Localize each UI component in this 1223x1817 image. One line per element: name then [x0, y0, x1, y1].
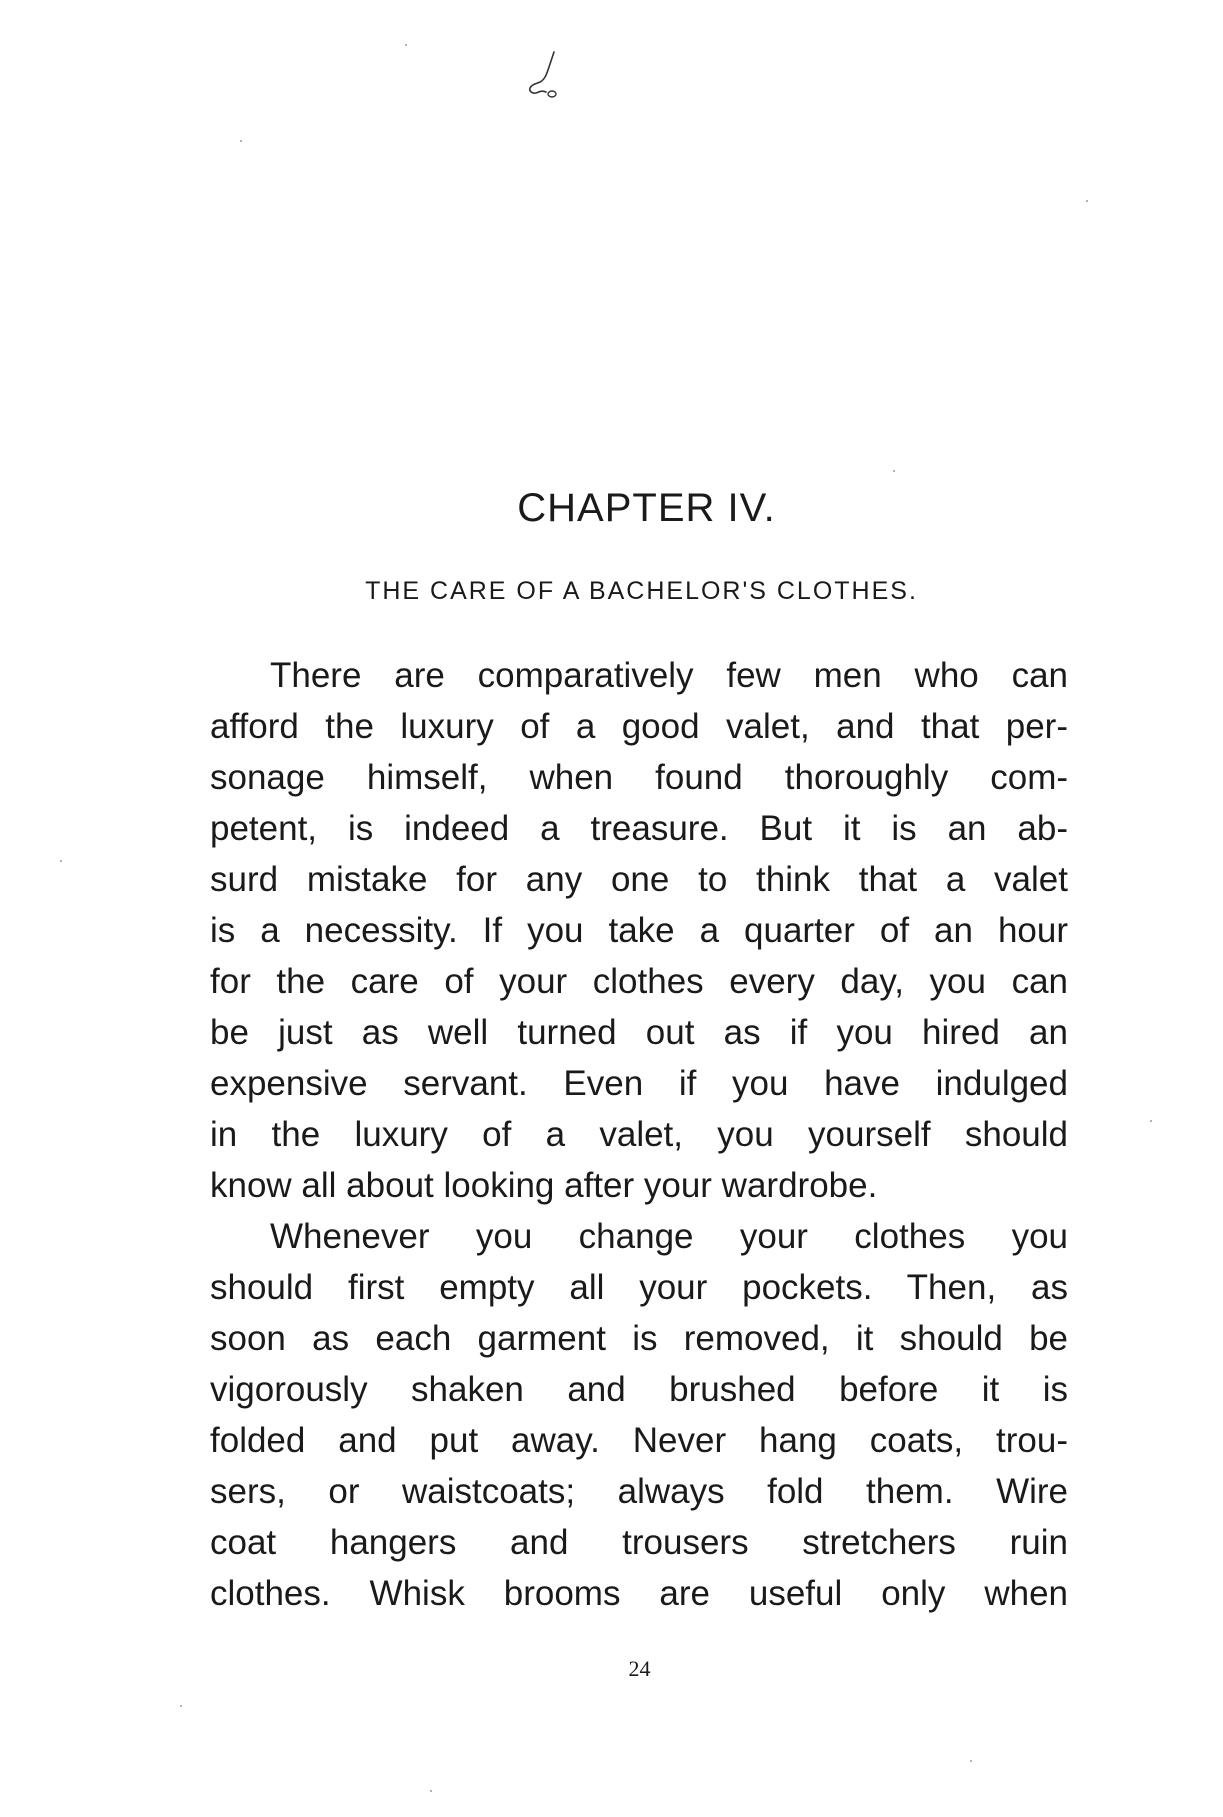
text-line: expensive servant. Even if you have indulged — [210, 1064, 1068, 1103]
chapter-subtitle: THE CARE OF A BACHELOR'S CLOTHES. — [365, 577, 918, 605]
text-line: coat hangers and trousers stretchers ruin — [210, 1523, 1068, 1562]
paragraph — [210, 1211, 1068, 1619]
paper-speck — [1150, 1120, 1152, 1122]
text-line: should first empty all your pockets. Then, as — [210, 1268, 1068, 1307]
chapter-title: CHAPTER IV. — [517, 486, 776, 530]
text-line: for the care of your clothes every day, you can — [210, 962, 1068, 1001]
text-line: clothes. Whisk brooms are useful only when — [210, 1574, 1068, 1613]
paragraph — [210, 650, 1068, 1211]
paper-speck — [180, 1705, 182, 1707]
text-line: sers, or waistcoats; always fold them. Wire — [210, 1472, 1068, 1511]
text-line: petent, is indeed a treasure. But it is an ab- — [210, 809, 1068, 848]
text-line: surd mistake for any one to think that a valet — [210, 860, 1068, 899]
text-line: know all about looking after your wardrobe. — [210, 1166, 878, 1205]
text-line: There are comparatively few men who can — [270, 656, 1068, 695]
paper-speck — [430, 1790, 432, 1792]
text-line: folded and put away. Never hang coats, trou- — [210, 1421, 1068, 1460]
ink-flourish-mark — [526, 48, 566, 108]
text-line: afford the luxury of a good valet, and that per- — [210, 707, 1068, 746]
body-text — [210, 650, 1068, 1619]
page-number: 24 — [628, 1656, 651, 1681]
paper-speck — [1086, 200, 1088, 202]
text-line: soon as each garment is removed, it should be — [210, 1319, 1068, 1358]
paper-speck — [60, 860, 62, 862]
text-line: be just as well turned out as if you hired an — [210, 1013, 1068, 1052]
paper-speck — [240, 140, 242, 142]
paper-speck — [405, 44, 407, 46]
paper-speck — [893, 470, 895, 472]
paper-speck — [970, 1760, 972, 1762]
text-line: in the luxury of a valet, you yourself should — [210, 1115, 1068, 1154]
text-line: is a necessity. If you take a quarter of an hour — [210, 911, 1068, 950]
text-line: sonage himself, when found thoroughly com- — [210, 758, 1068, 797]
text-line: vigorously shaken and brushed before it is — [210, 1370, 1068, 1409]
text-line: Whenever you change your clothes you — [270, 1217, 1068, 1256]
